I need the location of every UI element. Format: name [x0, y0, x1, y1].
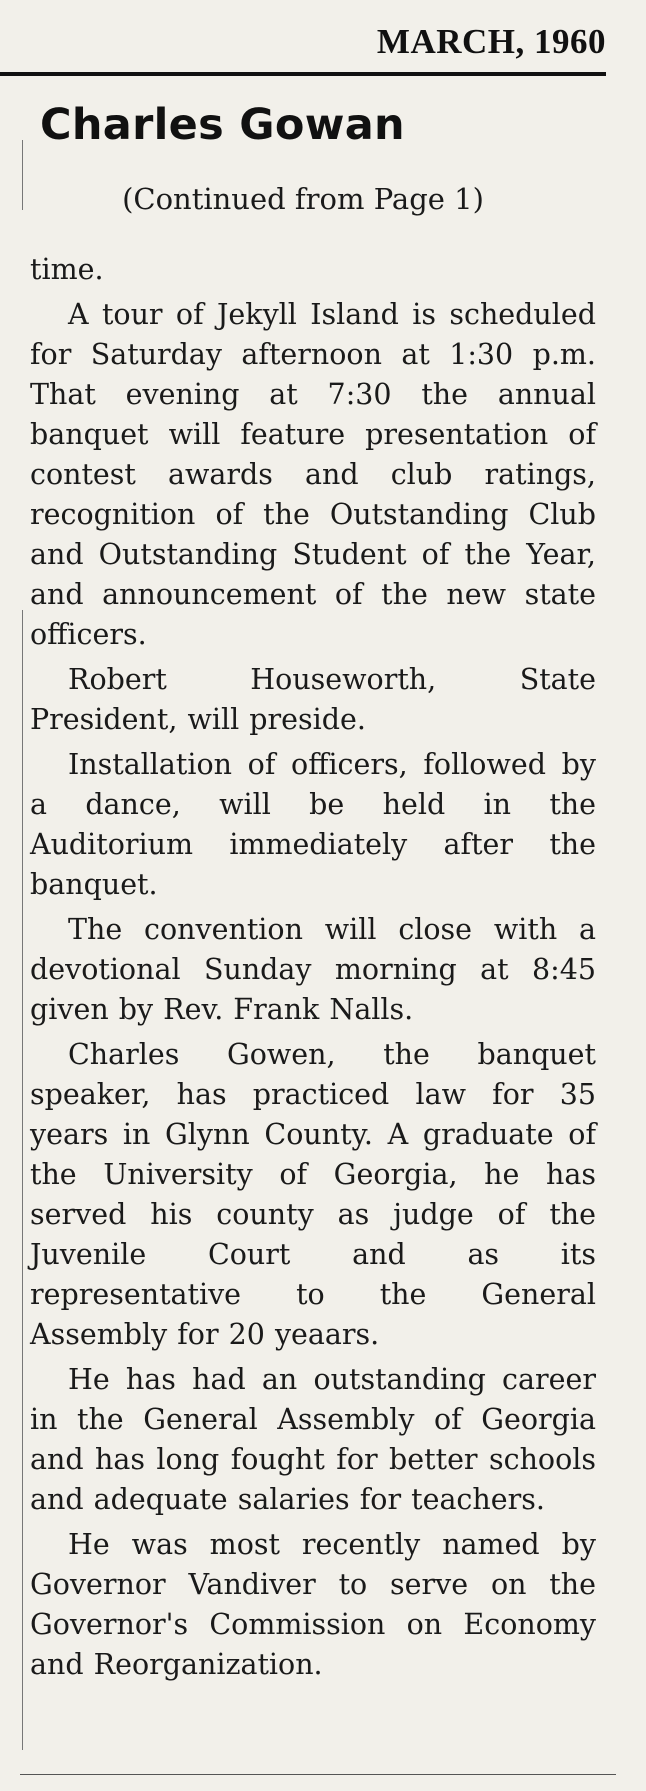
header-rule: [0, 72, 606, 76]
bottom-rule: [20, 1774, 616, 1775]
paragraph-3: Robert Houseworth, State President, will preside.: [30, 663, 596, 736]
column-rule-top: [22, 140, 23, 210]
article-headline: Charles Gowan: [40, 100, 405, 150]
paragraph-7: He has had an outstanding career in the General Assembly of Georgia and has long fought for better schools and adequate salaries for teachers.: [30, 1363, 596, 1516]
article-body: [30, 250, 596, 1690]
paragraph-5: The convention will close with a devotional Sunday morning at 8:45 given by Rev. Frank Nalls.: [30, 913, 596, 1026]
continued-note: (Continued from Page 1): [122, 182, 484, 216]
paragraph-4: Installation of officers, followed by a dance, will be held in the Auditorium immediately after the banquet.: [30, 748, 596, 901]
paragraph-2: A tour of Jekyll Island is scheduled for Saturday afternoon at 1:30 p.m. That evening at 7:30 the annual banquet will feature presentation of contest awards and club ratings, recognition of the Outstanding Club and Outstanding Student of the Year, and announcement of the new state officers.: [30, 298, 596, 651]
paragraph-8: He was most recently named by Governor Vandiver to serve on the Governor's Commission on Economy and Reorganization.: [30, 1528, 596, 1681]
issue-date: MARCH, 1960: [376, 22, 606, 61]
paragraph-1: time.: [30, 253, 104, 286]
paragraph-6: Charles Gowen, the banquet speaker, has practiced law for 35 years in Glynn County. A graduate of the University of Georgia, he has served his county as judge of the Juvenile Court and as its representative to the General Assembly for 20 yeaars.: [30, 1038, 596, 1351]
column-rule: [22, 610, 23, 1750]
